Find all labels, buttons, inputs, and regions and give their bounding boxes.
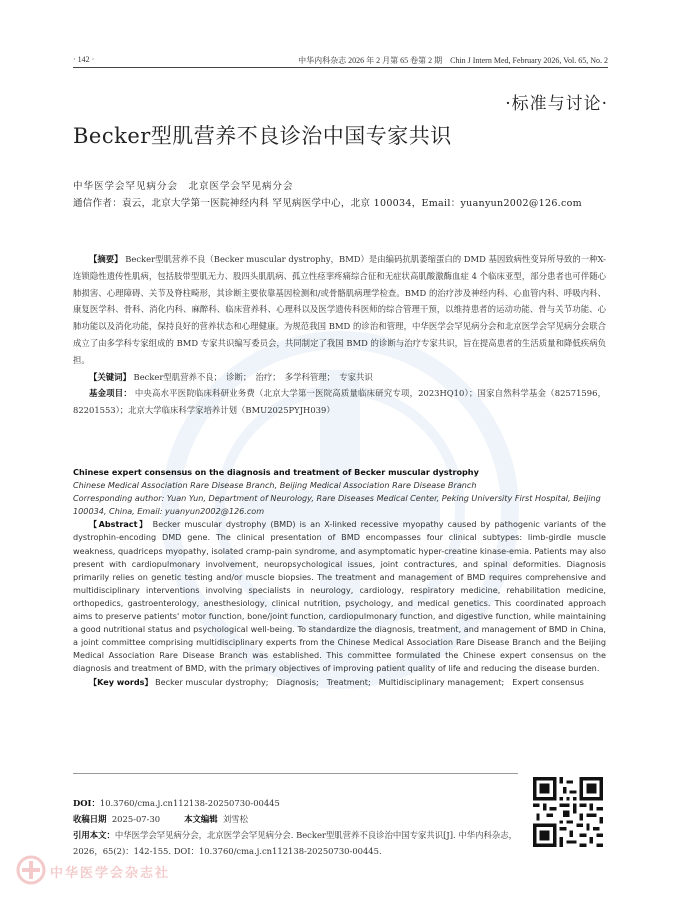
- qr-code[interactable]: [533, 777, 603, 847]
- correspondence: 通信作者：袁云，北京大学第一医院神经内科 罕见病医学中心，北京 100034，Email：yuanyun2002@126.com: [73, 198, 582, 209]
- section-tag: ·标准与讨论·: [505, 94, 608, 114]
- article-title: Becker型肌营养不良诊治中国专家共识: [73, 124, 452, 148]
- english-authors: Chinese Medical Association Rare Disease Branch, Beijing Medical Association Rare Disease Branch: [73, 480, 477, 491]
- abstract-label: 【摘要】: [89, 254, 123, 264]
- english-abstract-label: 【Abstract】: [89, 519, 149, 530]
- publisher-logo-icon: [16, 855, 46, 885]
- received-label: 收稿日期: [73, 814, 107, 824]
- received-date: 2025-07-30: [111, 814, 161, 824]
- citation-text: 中华医学会罕见病分会，北京医学会罕见病分会. Becker型肌营养不良诊治中国专家共识[J]. 中华内科杂志，2026，65(2)：142-155. DOI：10.3760/cma.j.cn112138-20250730-00445.: [73, 830, 517, 856]
- cite-label: 引用本文：: [73, 830, 115, 840]
- keywords-label: 【关键词】: [89, 371, 131, 382]
- english-abstract-text: Becker muscular dystrophy (BMD) is an X-linked recessive myopathy caused by pathogenic variants of the dystrophin-encoding DMD gene. The clinical presentation of BMD encompasses four clinical subtypes: limb-girdle muscle weakness, quadriceps myopathy, isolated cramp-pain syndrome, and asymptomatic hyper-creatine kinase-emia. Patients may also present with cardiopulmonary involvement, neuropsychological issues, joint contractures, and spinal deformities. Diagnosis primarily relies on genetic testing and/or muscle biopsies. The treatment and management of BMD requires comprehensive and multidisciplinary interventions involving specialists in neurology, cardiology, respiratory medicine, rehabilitation medicine, orthopedics, gastroenterology, anesthesiology, clinical nutrition, psychology, and medical genetics. This coordinated approach aims to preserve patients' motor function, bone/joint function, cardiopulmonary function, and digestive function, while maintaining a good nutritional status and psychological well-being. To standardize the diagnosis, treatment, and management of BMD in China, a joint committee comprising multidisciplinary experts from the Chinese Medical Association Rare Disease Branch and the Beijing Medical Association Rare Disease Branch was established. This committee formulated the Chinese expert consensus on the diagnosis and treatment of BMD, with the primary objectives of improving patient quality of life and reducing the disease burden.: [73, 519, 606, 674]
- editor-name: 刘雪松: [222, 814, 249, 824]
- doi-label: DOI：: [73, 798, 100, 808]
- english-abstract: [73, 466, 606, 689]
- doi-link[interactable]: 10.3760/cma.j.cn112138-20250730-00445: [99, 798, 280, 808]
- page-number: · 142 ·: [73, 55, 95, 64]
- abstract-text: Becker型肌营养不良（Becker muscular dystrophy，BMD）是由编码抗肌萎缩蛋白的 DMD 基因致病性变异所导致的一种X-连锁隐性遗传性肌病，包括肢带型肌无力、股四头肌肌病、孤立性痉挛疼痛综合征和无症状高肌酸激酶血症 4 个临床亚型，部分患者也可伴随心肺损害、心理障碍、关节及脊柱畸形，其诊断主要依靠基因检测和/或骨骼肌病理学检查。BMD 的治疗涉及神经内科、心血管内科、呼吸内科、康复医学科、骨科、消化内科、麻醉科、临床营养科、心理科以及医学遗传科医师的综合管理干预，以维持患者的运动功能、骨与关节功能、心肺功能以及消化功能，保持良好的营养状态和心理健康。为规范我国 BMD 的诊治和管理，中华医学会罕见病分会和北京医学会罕见病分会联合成立了由多学科专家组成的 BMD 专家共识编写委员会，共同制定了我国 BMD 的诊断与治疗专家共识，旨在提高患者的生活质量和降低疾病负担。: [73, 254, 606, 365]
- editor-label: 本文编辑: [184, 814, 218, 824]
- english-title: Chinese expert consensus on the diagnosis and treatment of Becker muscular dystrophy: [73, 467, 479, 477]
- authors: 中华医学会罕见病分会 北京医学会罕见病分会: [73, 181, 294, 192]
- funding-label: 基金项目：: [89, 388, 132, 399]
- publisher-watermark: 中华医学会杂志社: [50, 866, 171, 881]
- english-correspondence: Corresponding author: Yuan Yun, Department of Neurology, Rare Diseases Medical Center, Peking University First Hospital, Beijing 100034, China, Email: yuanyun2002@126.com: [73, 493, 601, 517]
- english-keywords-label: 【Key words】: [89, 676, 153, 687]
- header-rule: [73, 67, 608, 68]
- keywords-text: Becker型肌营养不良； 诊断； 治疗； 多学科管理； 专家共识: [133, 371, 373, 382]
- footer-rule: [73, 773, 518, 774]
- funding-text: 中央高水平医院临床科研业务费（北京大学第一医院高质量临床研究专项，2023HQ10）；国家自然科学基金（82571596，82201553）；北京大学临床科学家培养计划（BMU2025PYJH039）: [73, 388, 606, 416]
- journal-citation-header: 中华内科杂志 2026 年 2 月第 65 卷第 2 期 Chin J Intern Med, February 2026, Vol. 65, No. 2: [298, 56, 608, 65]
- chinese-abstract: [73, 251, 606, 419]
- article-metadata: [73, 795, 533, 859]
- english-keywords-text: Becker muscular dystrophy; Diagnosis; Treatment; Multidisciplinary management; Expert consensus: [155, 676, 584, 687]
